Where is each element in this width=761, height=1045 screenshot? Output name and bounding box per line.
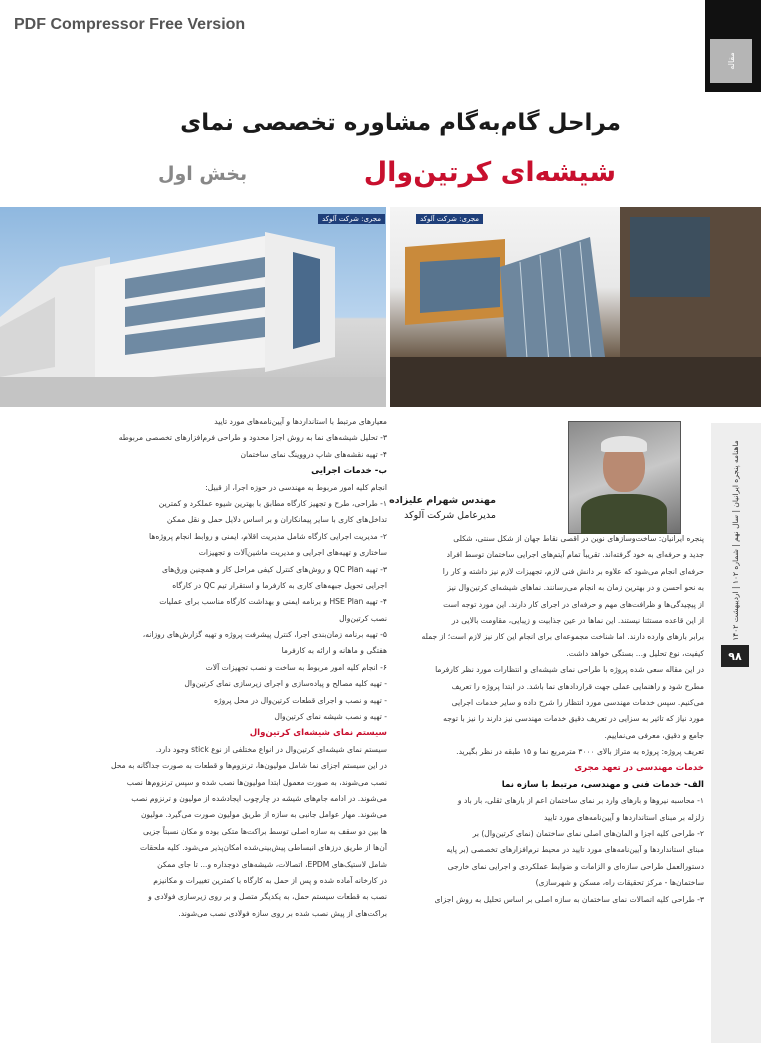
text-line: شامل لاستیک‌های EPDM، اتصالات، شیشه‌های دوجداره و... تا جای ممکن xyxy=(157,859,387,869)
section-tab: مقاله xyxy=(710,39,752,83)
photo-credit-left: مجری: شرکت آلوکد xyxy=(318,214,385,224)
text-line: ۶- انجام کلیه امور مربوط به ساخت و نصب تجهیزات آلات xyxy=(205,662,387,672)
text-line: زلزله بر مبنای استانداردها و آیین‌نامه‌های مورد تایید xyxy=(544,812,704,822)
text-line: ساختاری و تهیه‌های اجرایی و مدیریت ماشین‌آلات و تجهیزات xyxy=(198,548,387,558)
watermark: PDF Compressor Free Version xyxy=(14,16,246,33)
text-line: ۳- طراحی کلیه اتصالات نمای ساختمان به سازه اصلی بر اساس تحلیل به روش اجزای xyxy=(434,894,704,904)
text-line: ۲- مدیریت اجرایی کارگاه شامل مدیریت اقلام، ایمنی و روابط انجام پروژه‌ها xyxy=(149,531,387,541)
magazine-info: ماهنامه پنجره ایرانیان | سال نهم | شماره ۱۰۲ | اردیبهشت ۱۴۰۲ xyxy=(730,439,740,641)
text-line: اجرایی تحویل جبهه‌های کاری به کارفرما و استقرار تیم QC در کارگاه xyxy=(172,580,387,590)
text-line: - تهیه و نصب شیشه نمای کرتین‌وال xyxy=(274,712,387,722)
text-line: ساختمان‌ها - مرکز تحقیقات راه، مسکن و شهرسازی) xyxy=(535,878,704,888)
text-line: در این سیستم اجزای نما شامل مولیون‌ها، ترنزوم‌ها و قطعات به صورت جداگانه به محل xyxy=(111,761,387,771)
text-line: جامع و دقیق، معرفی می‌نماییم. xyxy=(604,730,704,740)
building-photo-right xyxy=(390,207,761,407)
building-photo-left xyxy=(0,207,386,407)
text-line: - تهیه کلیه مصالح و پیاده‌سازی و اجرای زیرسازی نمای کرتین‌وال xyxy=(184,679,387,689)
article-title-line2: شیشه‌ای کرتین‌وال xyxy=(363,157,616,188)
text-line: ۱- محاسبه نیروها و بارهای وارد بر نمای ساختمان اعم از بارهای ثقلی، بار باد و xyxy=(457,796,704,806)
text-line: ۲- طراحی کلیه اجزا و المان‌های اصلی نمای ساختمان (نمای کرتین‌وال) بر xyxy=(472,829,704,839)
text-line: حرفه‌ای انجام می‌شود که علاوه بر دانش فنی لازم، تجهیزات لازم نیز داشته و کار را xyxy=(442,566,704,576)
text-line: مبنای استانداردها و آیین‌نامه‌های مورد تایید در محیط نرم‌افزارهای تخصصی (بر پایه xyxy=(446,845,704,855)
text-line: آن‌ها از طریق درزهای انبساطی پیش‌بینی‌شده امکان‌پذیر می‌شود. کلیه ملحقات xyxy=(139,843,387,853)
text-line: پنجره ایرانیان: ساخت‌وسازهای نوین در اقصی نقاط جهان از شکل سنتی، شکلی xyxy=(453,534,704,543)
text-line: برابر بارهای وارده دارند. اما شناخت مجموعه‌ای برای انجام این کار نیز لازم است؛ از جمله xyxy=(421,632,704,642)
text-line: تداخل‌های کاری با سایر پیمانکاران و بر اساس دلایل حمل و نقل ممکن xyxy=(166,515,387,525)
author-role: مدیرعامل شرکت آلوکد xyxy=(404,510,496,521)
text-line: مطرح شود و راهنمایی عملی جهت قراردادهای نما باشد. در ابتدا پروژه را تعریف xyxy=(451,681,704,691)
left-text-column xyxy=(12,414,387,922)
text-line: ۴- تهیه نقشه‌های شاپ درووینگ نمای ساختمان xyxy=(240,449,387,459)
text-line: نصب کرتین‌وال xyxy=(339,613,387,623)
text-line: ۳- تهیه QC Plan و روش‌های کنترل کیفی مراحل کار و همچنین ورق‌های xyxy=(162,564,387,574)
section-tab-bar xyxy=(705,0,761,92)
text-line: کیفیت، نوع تحلیل و... بستگی خواهد داشت. xyxy=(566,648,704,658)
text-line: می‌شوند. مهار عوامل جانبی به سازه از طریق مولیون صورت می‌گیرد. مولیون xyxy=(140,810,387,820)
text-line: ۴- تهیه HSE Plan و برنامه ایمنی و بهداشت کارگاه مناسب برای عملیات xyxy=(159,597,387,607)
right-text-column xyxy=(392,531,704,908)
text-line: مورد نیاز که تاثیر به سزایی در تعریف دقیق خدمات مهندسی نیز دارند را نیز با توجه xyxy=(443,714,704,724)
text-line: جدید و حرفه‌ای به خود گرفته‌اند. تقریباً تمام آیتم‌های اجرایی ساختمان توسط افراد xyxy=(446,550,704,560)
text-line: هفتگی و ماهانه و ارائه به کارفرما xyxy=(281,646,387,656)
building-illustration-right xyxy=(390,207,761,407)
author-portrait xyxy=(568,421,681,534)
text-line: تعریف پروژه: پروژه به متراژ بالای ۳۰۰۰ مترمربع نما و ۱۵ طبقه در نظر بگیرید. xyxy=(456,747,704,757)
text-line: سیستم نمای شیشه‌ای کرتین‌وال در انواع مختلفی از نوع stick وجود دارد. xyxy=(155,744,387,754)
text-line: معیارهای مرتبط با استانداردها و آیین‌نامه‌های مورد تایید xyxy=(214,417,387,426)
text-line: از پیچیدگی‌ها و ظرافت‌های مهم و حرفه‌ای در اجرای کار دارند. این مورد توجه است xyxy=(443,599,704,609)
text-line: ۱- طراحی، طرح و تجهیز کارگاه مطابق با بهترین شیوه عملکرد و کمترین xyxy=(158,498,387,508)
text-line: در این مقاله سعی شده پروژه با طراحی نمای شیشه‌ای و انتظارات مورد نظر کارفرما xyxy=(435,665,704,675)
text-line: از این قاعده مستثنا نیستند. این نماها در عین جذابیت و زیبایی، مقاومت بالایی در xyxy=(451,615,704,625)
author-name: مهندس شهرام علیزاده xyxy=(389,495,496,506)
text-line: در کارخانه آماده شده و پس از حمل به کارگاه با کمترین تغییرات و مکانیزم xyxy=(153,875,387,885)
text-line: می‌کنیم. سپس خدمات مهندسی مورد انتظار را شرح داده و سایر خدمات اجرایی xyxy=(451,697,704,707)
text-line: ها بین دو سقف به سازه اصلی توسط براکت‌ها متکی بوده و مکان نسبتاً جزیی xyxy=(143,826,387,836)
section-heading: سیستم نمای شیشه‌ای کرتین‌وال xyxy=(249,728,387,739)
text-line: به نحو احسن و در بهترین زمان به انجام می‌رسانند. نماهای شیشه‌ای کرتین‌وال نیز xyxy=(447,583,704,593)
section-heading: الف- خدمات فنی و مهندسی، مرتبط با سازه نما xyxy=(501,779,704,790)
text-line: نصب می‌شوند، به صورت معمول ابتدا مولیون‌ها نصب شده و سپس ترنزوم‌ها نصب xyxy=(126,777,387,787)
text-line: دستورالعمل طراحی سازه‌ای و الزامات و ضوابط عملکردی و اجرایی نمای خارجی xyxy=(447,861,704,871)
text-line: - تهیه و نصب و اجرای قطعات کرتین‌وال در محل پروژه xyxy=(213,695,387,705)
photo-credit-right: مجری: شرکت آلوکد xyxy=(416,214,483,224)
section-heading: خدمات مهندسی در تعهد مجری xyxy=(574,763,704,774)
text-line: می‌شوند. در ادامه جام‌های شیشه در چارچوب ایجادشده از مولیون و ترنزوم نصب xyxy=(131,793,387,803)
text-line: براکت‌های از پیش نصب شده بر روی سازه فولادی نصب می‌شوند. xyxy=(178,908,387,918)
text-line: نصب به قطعات سیستم حمل، به یکدیگر متصل و بر روی زیرسازی فولادی و xyxy=(148,892,387,902)
article-part-label: بخش اول xyxy=(158,163,248,185)
section-heading: ب- خدمات اجرایی xyxy=(311,466,387,477)
text-line: ۳- تحلیل شیشه‌های نما به روش اجزا محدود و طراحی فرم‌افزارهای تخصصی مربوطه xyxy=(118,433,387,443)
page-number: ۹۸ xyxy=(721,645,749,667)
text-line: انجام کلیه امور مربوط به مهندسی در حوزه اجرا، از قبیل: xyxy=(205,482,387,492)
building-illustration-left xyxy=(0,207,386,407)
text-line: ۵- تهیه برنامه زمان‌بندی اجرا، کنترل پیشرفت پروژه و تهیه گزارش‌های روزانه، xyxy=(142,630,387,640)
article-title-line1: مراحل گام‌به‌گام مشاوره تخصصی نمای xyxy=(180,110,621,136)
